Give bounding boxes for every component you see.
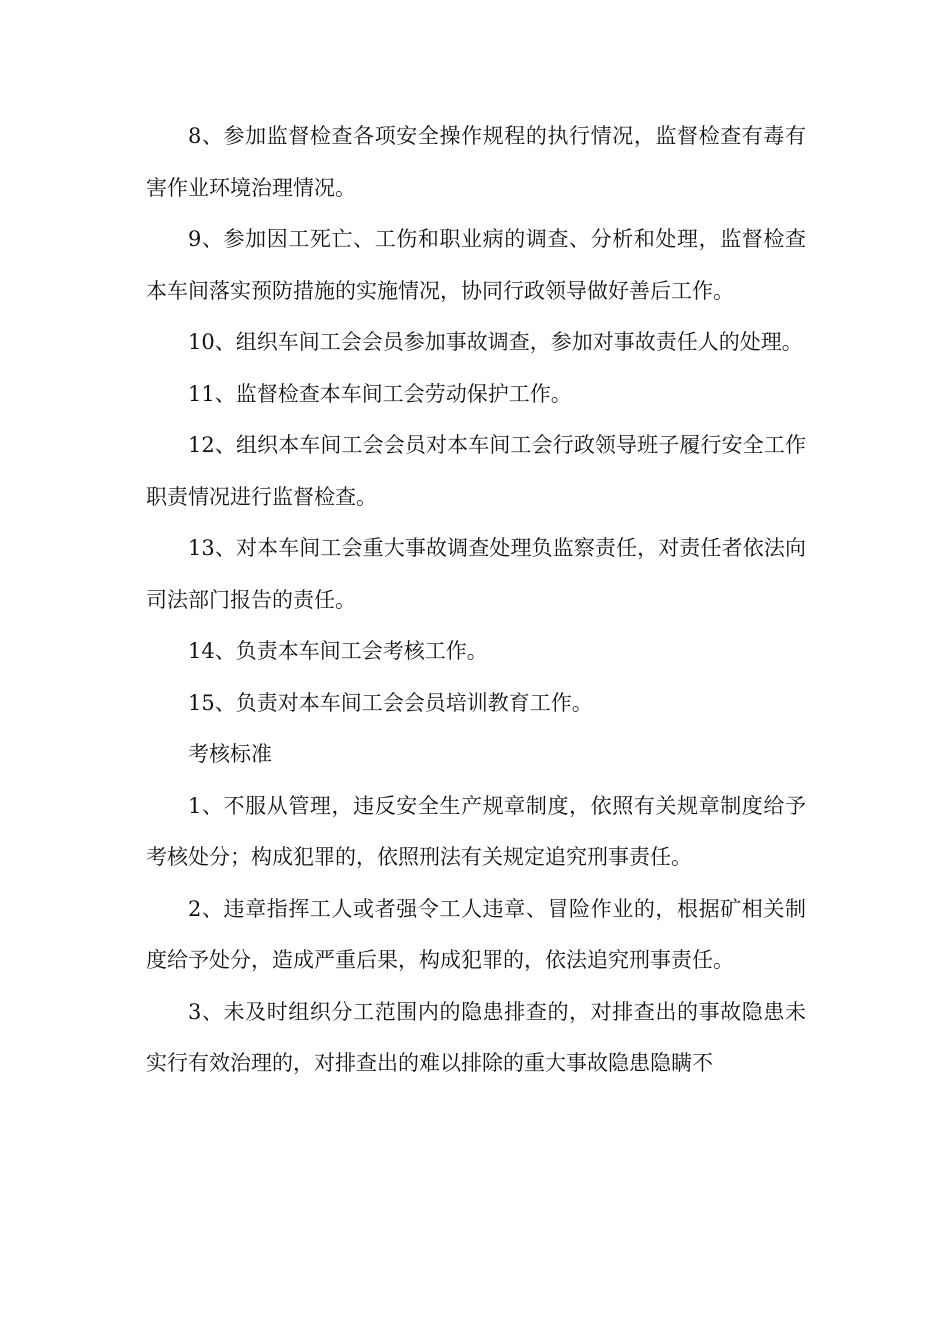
paragraph-item-13: 13、对本车间工会重大事故调查处理负监察责任，对责任者依法向司法部门报告的责任。 [146,536,806,612]
standard-item-2: 2、违章指挥工人或者强令工人违章、冒险作业的，根据矿相关制度给予处分，造成严重后果，构成犯罪的，依法追究刑事责任。 [146,896,806,972]
standard-item-1: 1、不服从管理，违反安全生产规章制度，依照有关规章制度给予考核处分；构成犯罪的，依照刑法有关规定追究刑事责任。 [146,793,806,869]
paragraph-item-15: 15、负责对本车间工会会员培训教育工作。 [188,690,593,715]
paragraph-item-12: 12、组织本车间工会会员对本车间工会行政领导班子履行安全工作职责情况进行监督检查。 [146,433,806,509]
document-body [146,111,806,1090]
paragraph-item-14: 14、负责本车间工会考核工作。 [188,639,488,663]
section-heading-assessment-standards: 考核标准 [188,742,272,766]
standard-item-3: 3、未及时组织分工范围内的隐患排查的，对排查出的事故隐患未实行有效治理的，对排查出的难以排除的重大事故隐患隐瞒不 [146,999,806,1075]
paragraph-item-10: 10、组织车间工会会员参加事故调查，参加对事故责任人的处理。 [188,330,803,354]
paragraph-item-9: 9、参加因工死亡、工伤和职业病的调查、分析和处理，监督检查本车间落实预防措施的实施情况，协同行政领导做好善后工作。 [146,227,806,303]
paragraph-item-8: 8、参加监督检查各项安全操作规程的执行情况，监督检查有毒有害作业环境治理情况。 [146,124,806,200]
paragraph-item-11: 11、监督检查本车间工会劳动保护工作。 [188,381,572,406]
